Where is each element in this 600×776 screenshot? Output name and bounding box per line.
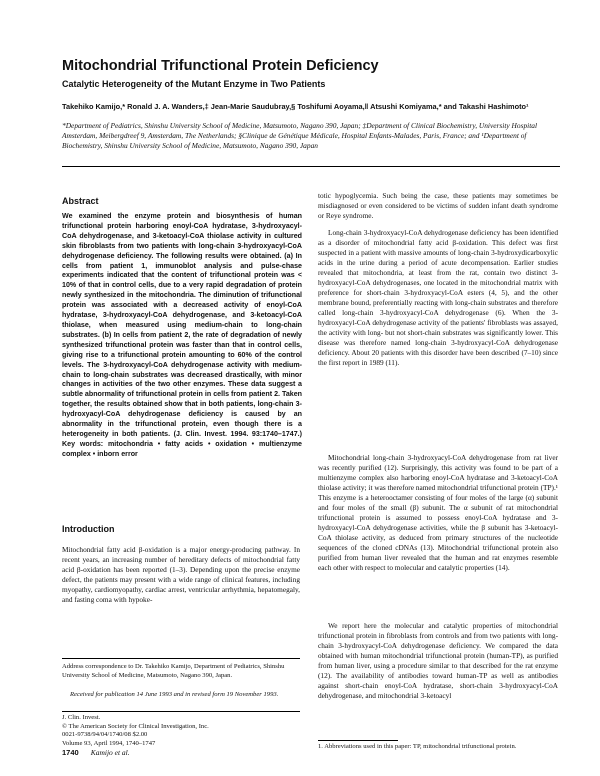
footnote: 1. Abbreviations used in this paper: TP, mitochondrial trifunctional protein.	[318, 743, 517, 750]
issn-line: 0021-9738/94/04/1740/08 $2.00	[62, 731, 148, 739]
received-note: Received for publication 14 June 1993 and in revised form 19 November 1993.	[70, 691, 279, 698]
abstract-text: We examined the enzyme protein and biosynthesis of human trifunctional protein harboring enoyl-CoA hydratase, 3-hydroxyacyl-CoA dehydrogenase, and 3-ketoacyl-CoA thiolase activity in cultured skin fibroblasts from two patients with long-chain 3-hydroxyacyl-CoA dehydrogenase deficiency. The following results were obtained. (a) In cells from patient 1, immunoblot analysis and pulse-chase experiments indicated that the content of trifunctional protein was < 10% of that in control cells, due to a very rapid degradation of protein newly synthesized in the mitochondria. The diminution of trifunctional protein was associated with a decreased activity of enoyl-CoA hydratase, 3-hydroxyacyl-CoA dehydrogenase, and 3-ketoacyl-CoA thiolase, when measured using medium-chain to long-chain substrates. (b) In cells from patient 2, the rate of degradation of newly synthesized trifunctional protein was faster than that in control cells, giving rise to a trifunctional protein amounting to 60% of the control levels. The 3-hydroxyacyl-CoA dehydrogenase activity with medium-chain to long-chain substrates was decreased drastically, with minor changes in activities of the two other enzymes. These data suggest a subtle abnormality of trifunctional protein in cells from patient 2. Taken together, the results obtained show that in both patients, long-chain 3-hydroxyacyl-CoA dehydrogenase deficiency is caused by an abnormality in the trifunctional protein, even though there is a heterogeneity in both patients. (J. Clin. Invest. 1994. 93:1740–1747.) Key words: mitochondria • fatty acids • oxidation • multienzyme complex • inborn error	[62, 212, 302, 458]
journal-name: J. Clin. Invest.	[62, 714, 101, 721]
page-footer	[62, 748, 130, 757]
header-divider	[62, 166, 560, 167]
author-list: Takehiko Kamijo,* Ronald J. A. Wanders,‡ Jean-Marie Saudubray,§ Toshifumi Aoyama,ǁ Atsushi Komiyama,* and Takashi Hashimoto¹	[62, 102, 529, 111]
page-number: 1740	[62, 748, 79, 757]
publication-divider	[62, 711, 300, 712]
affiliations: *Department of Pediatrics, Shinshu University School of Medicine, Matsumoto, Nagano 390, Japan; ‡Department of Clinical Biochemistry, University Hospital Amsterdam, Meibergdreef 9, Amsterdam, The Netherlands; §Clinique de Génétique Médicale, Hospital Enfants-Malades, Paris, France; and ¹Department of Biochemistry, Shinshu University School of Medicine, Matsumoto, Nagano 390, Japan	[62, 121, 537, 150]
correspondence-note: Address correspondence to Dr. Takehiko Kamijo, Department of Pediatrics, Shinshu University School of Medicine, Matsumoto, Nagano 390, Japan.	[62, 663, 285, 679]
abstract-heading: Abstract	[62, 196, 99, 206]
copyright-line: © The American Society for Clinical Investigation, Inc.	[62, 722, 209, 730]
volume-line: Volume 93, April 1994, 1740–1747	[62, 739, 156, 747]
article-subtitle: Catalytic Heterogeneity of the Mutant Enzyme in Two Patients	[62, 79, 326, 89]
article-title: Mitochondrial Trifunctional Protein Deficiency	[62, 58, 379, 74]
running-head: Kamijo et al.	[90, 748, 130, 757]
introduction-text: Mitochondrial fatty acid β-oxidation is a major energy-producing pathway. In recent years, an increasing number of hereditary defects of mitochondrial fatty acid β-oxidation has been reported (1–3). Depending upon the precise enzyme defect, the patients may present with a wide range of clinical features, including myopathy, cardiomyopathy, cardiac arrest, ventricular arrhythmia, hepatomegaly, and fasting coma with hypoke-	[62, 545, 300, 604]
body-paragraph-1: totic hypoglycemia. Such being the case, these patients may sometimes be misdiagnosed or even considered to be victims of sudden infant death syndrome or Reye syndrome.	[318, 191, 558, 220]
footer-divider	[62, 658, 300, 659]
publication-info	[62, 714, 300, 748]
body-paragraph-3: Mitochondrial long-chain 3-hydroxyacyl-CoA dehydrogenase from rat liver was recently purified (12). Surprisingly, this activity was found to be part of a multienzyme complex also harboring enoyl-CoA hydratase and 3-ketoacyl-CoA thiolase activity; it was therefore named mitochondrial trifunctional protein (TP).¹ This enzyme is a heterooctamer consisting of four moles of the large (α) subunit and four moles of the small (β) subunit. The α subunit of rat mitochondrial trifunctional protein is assumed to possess enoyl-CoA hydratase and 3-hydroxyacyl-CoA dehydrogenase activities, while the β subunit has 3-ketoacyl-CoA thiolase activity, as deduced from primary structures of the nucleotide sequences of the cloned cDNAs (13). Mitochondrial trifunctional protein also purified from human liver revealed that the human and rat enzymes resemble each other with respect to molecular and catalytic properties (14).	[318, 453, 558, 572]
body-paragraph-4: We report here the molecular and catalytic properties of mitochondrial trifunctional protein in fibroblasts from controls and from two patients with long-chain 3-hydroxyacyl-CoA dehydrogenase deficiency. We compared the data obtained with human mitochondrial trifunctional protein (human-TP), as purified from human liver, using a procedure similar to that described for the rat enzyme (12). The availability of antibodies toward human-TP as well as antibodies against short-chain enoyl-CoA hydratase, short-chain 3-hydroxyacyl-CoA dehydrogenase, and mitochondrial 3-ketoacyl	[318, 621, 558, 700]
body-paragraph-2: Long-chain 3-hydroxyacyl-CoA dehydrogenase deficiency has been identified as a disorder of mitochondrial fatty acid β-oxidation. This defect was first suspected in a patient with massive amounts of long-chain 3-hydroxydicarboxylic acids in the urine during a period of acute decompensation. Earlier studies revealed that mitochondria, at least from the rat, contain two distinct 3-hydroxyacyl-CoA dehydrogenases, one located in the mitochondrial matrix with preference for short-chain 3-hydroxyacyl-CoA esters (4, 5), and the other membrane bound, preferentially reacting with long-chain substrates and therefore called long-chain 3-hydroxyacyl-CoA dehydrogenase (6). When the 3-hydroxyacyl-CoA dehydrogenase activity of the patients' fibroblasts was assayed, the activity with long- but not short-chain substrates was significantly lower. This disease was therefore named long-chain 3-hydroxyacyl-CoA dehydrogenase deficiency. About 20 patients with this disorder have been described (7–10) since the first report in 1989 (11).	[318, 228, 558, 367]
footnote-divider	[318, 740, 398, 741]
introduction-heading: Introduction	[62, 524, 115, 534]
